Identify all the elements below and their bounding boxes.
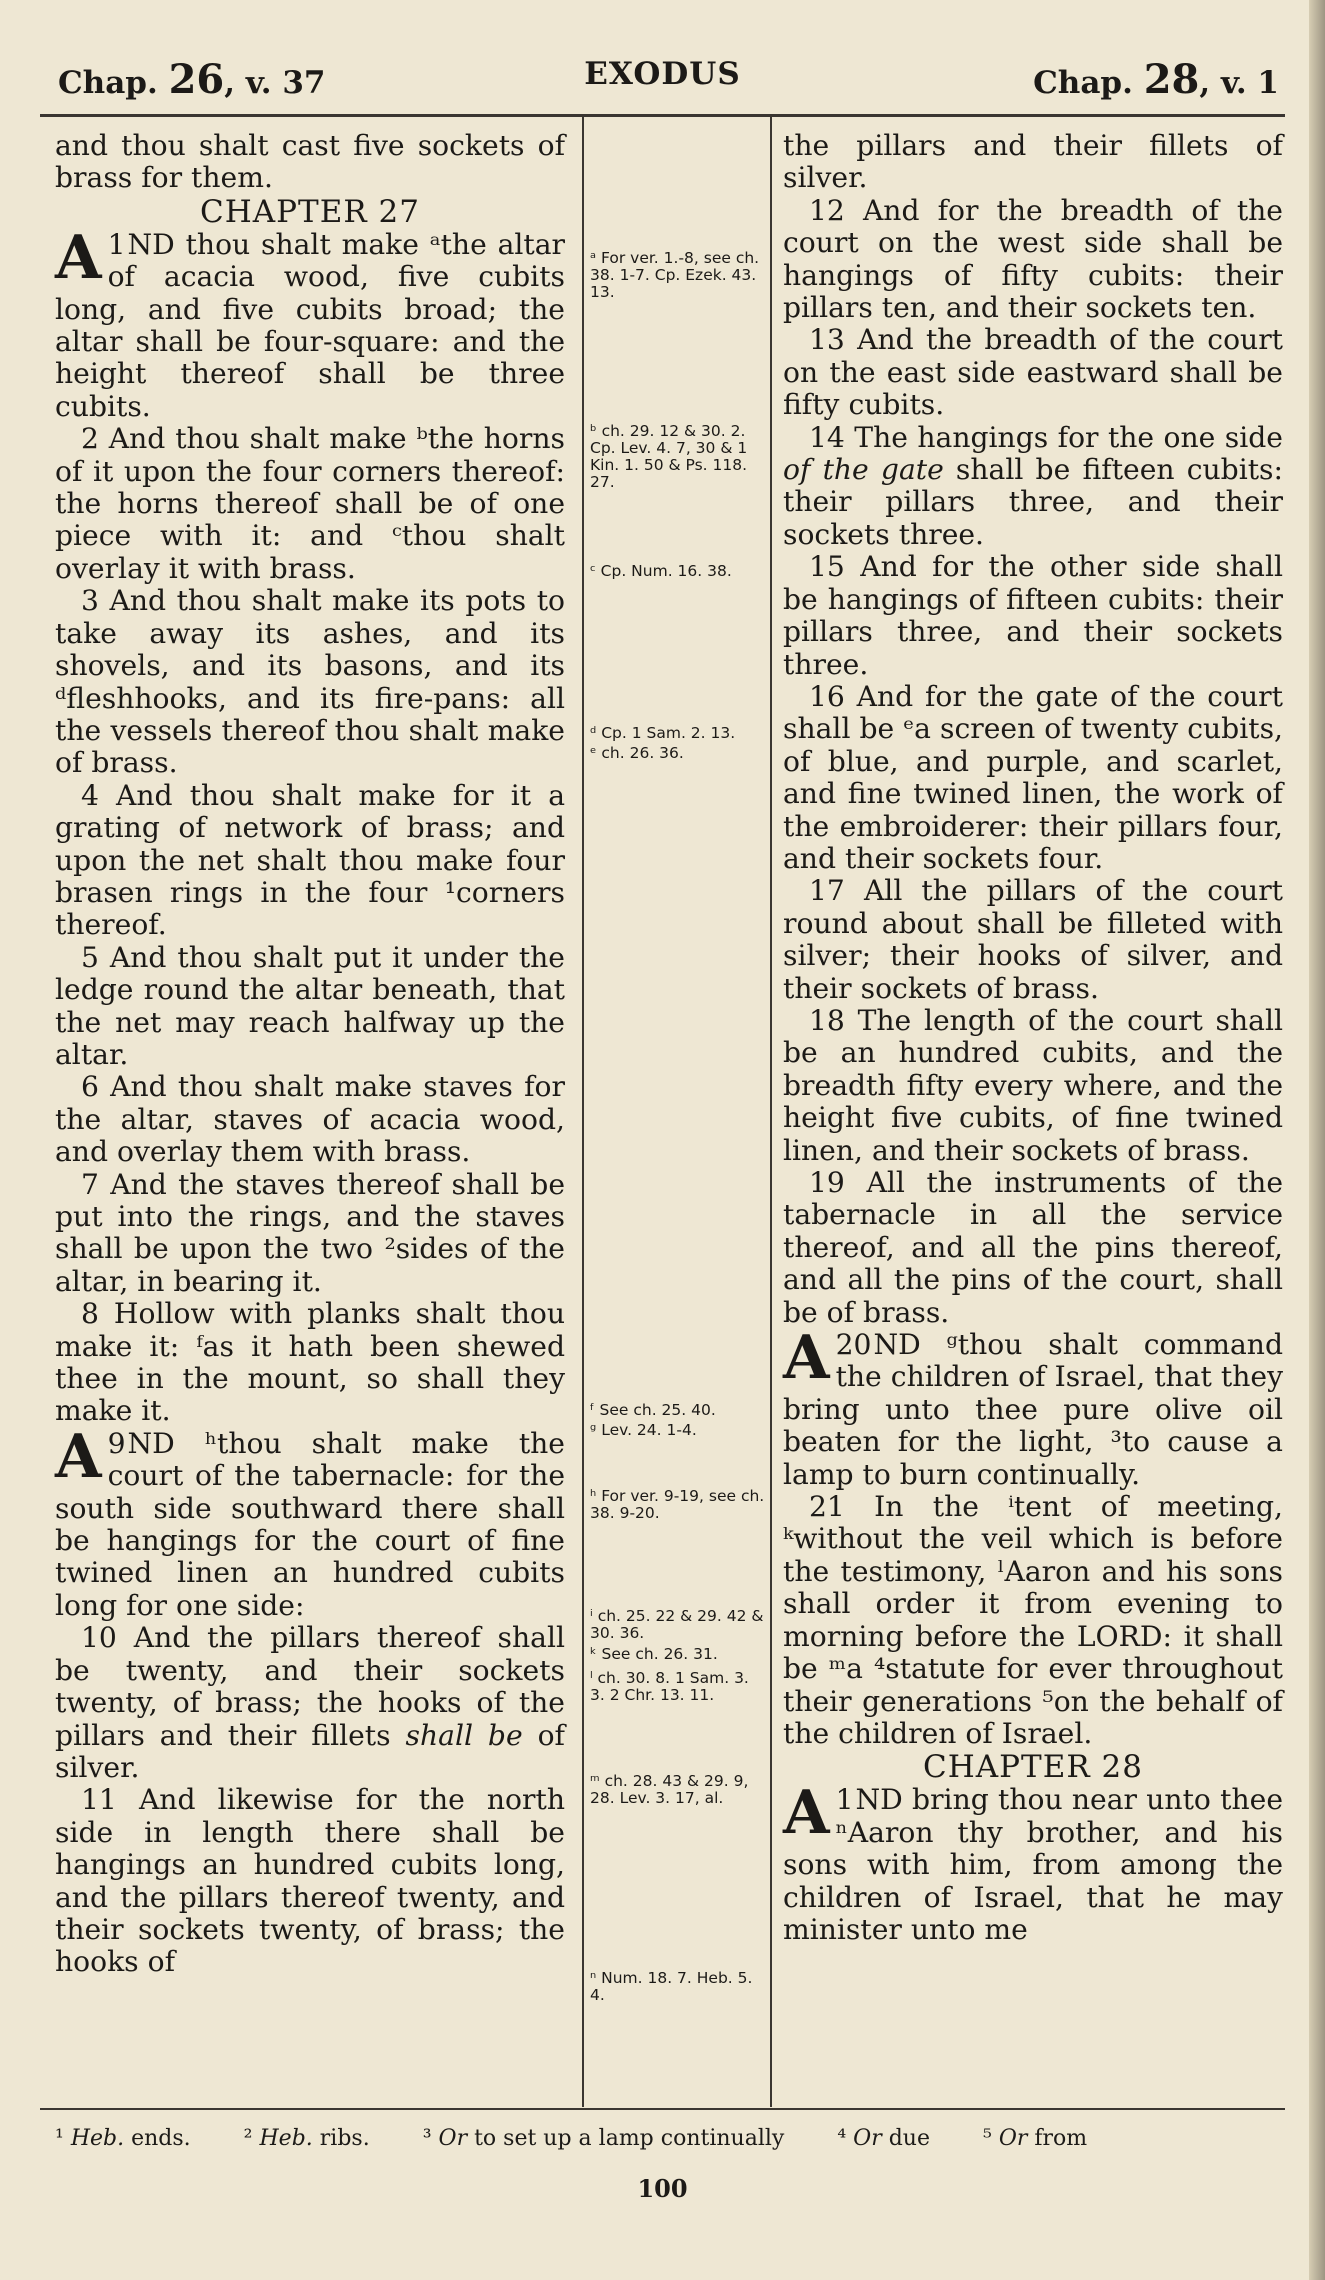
footnote-number: ⁵	[982, 2126, 992, 2151]
verse-number: 1	[835, 1783, 854, 1817]
footnote-abbrev: Or	[998, 2126, 1028, 2151]
footnotes	[55, 2126, 1285, 2151]
cross-reference: ᵍ Lev. 24. 1-4.	[590, 1421, 697, 1439]
verse-17: 17 All the pillars of the court round about shall be filleted with silver; their hooks of silver, and their sockets of brass.	[783, 874, 1283, 1005]
verse-15: 15 And for the other side shall be hangings of fifteen cubits: their pillars three, and their sockets three.	[783, 550, 1283, 681]
verse-text: ND bring thou near unto thee ⁿAaron thy brother, and his sons with him, from among the children of Israel, that he may minister unto me	[783, 1783, 1283, 1946]
footnote-abbrev: Or	[853, 2126, 882, 2151]
page-number: 100	[637, 2174, 688, 2203]
italic-text: shall be	[405, 1718, 523, 1752]
verse-text: 10 And the pillars thereof shall be twenty, and their sockets twenty, of brass; the hooks of the pillars and their fillets	[55, 1621, 565, 1752]
cross-reference: ⁿ Num. 18. 7. Heb. 5. 4.	[590, 1969, 753, 2004]
verse-5: 5 And thou shalt put it under the ledge round the altar beneath, that the net may reach halfway up the altar.	[55, 940, 565, 1071]
cross-reference-column	[590, 130, 768, 2130]
verse-text: shall be fifteen cubits: their pillars three, and their sockets three.	[783, 453, 1283, 551]
drop-cap: A	[783, 1778, 830, 1849]
header-right-verse: , v. 1	[1199, 65, 1279, 101]
footnote	[423, 2126, 785, 2151]
verse-21: 21 In the ⁱtent of meeting, ᵏwithout the veil which is before the testimony, ˡAaron and his sons shall order it from evening to morning before the LORD: it shall be ᵐa ⁴statute for ever throughout their generations ⁵on the behalf of the children of Israel.	[783, 1490, 1283, 1750]
verse-9	[55, 1421, 565, 1622]
footnote-number: ⁴	[837, 2126, 847, 2151]
verse-text: of silver.	[55, 1718, 565, 1784]
verse-16: 16 And for the gate of the court shall be ᵉa screen of twenty cubits, of blue, and purple, and scarlet, and fine twined linen, the work of the embroiderer: their pillars four, and their sockets four.	[783, 679, 1283, 875]
verse-20	[783, 1323, 1283, 1491]
verse-1	[55, 222, 565, 423]
header-left-chapter: 26	[168, 56, 225, 103]
verse-3: 3 And thou shalt make its pots to take away its ashes, and its shovels, and its basons, and its ᵈfleshhooks, and its fire-pans: all the vessels thereof thou shalt make of brass.	[55, 584, 565, 780]
cross-reference: ᵐ ch. 28. 43 & 29. 9, 28. Lev. 3. 17, al.	[590, 1772, 749, 1807]
verse-19: 19 All the instruments of the tabernacle in all the service thereof, and all the pins thereof, and all the pins of the court, shall be of brass.	[783, 1166, 1283, 1329]
verse-13: 13 And the breadth of the court on the east side eastward shall be fifty cubits.	[783, 323, 1283, 422]
verse-10	[55, 1622, 565, 1784]
drop-cap: A	[55, 1421, 102, 1492]
verse-14	[783, 422, 1283, 552]
verse-number: 1	[107, 227, 126, 261]
column-rule-left	[582, 117, 584, 2107]
verse-continuation: the pillars and their fillets of silver.	[783, 129, 1283, 195]
text-column-left	[55, 130, 565, 1979]
header-left-prefix: Chap.	[58, 65, 158, 101]
header-left-verse: , v. 37	[224, 65, 326, 101]
footnote	[983, 2126, 1087, 2151]
footnote	[55, 2126, 191, 2151]
footnote-text: to set up a lamp continually	[467, 2126, 785, 2151]
header-right-chapter: 28	[1143, 56, 1200, 103]
verse-4: 4 And thou shalt make for it a grating of network of brass; and upon the net shalt thou make four brasen rings in the four ¹corners thereof.	[55, 778, 565, 942]
cross-reference: ˡ ch. 30. 8. 1 Sam. 3. 3. 2 Chr. 13. 11.	[590, 1669, 749, 1704]
header-right	[1033, 56, 1279, 103]
footnote-number: ²	[243, 2126, 253, 2151]
verse-text: ND thou shalt make ᵃthe altar of acacia wood, five cubits long, and five cubits broad; the altar shall be four-square: and the height thereof shall be three cubits.	[55, 227, 565, 423]
footnote-text: due	[881, 2126, 930, 2151]
verse-8: 8 Hollow with planks shalt thou make it: ᶠas it hath been shewed thee in the mount, so shall they make it.	[55, 1297, 565, 1428]
text-column-right	[783, 130, 1283, 1946]
footnote-number: ³	[422, 2126, 432, 2151]
footnote-abbrev: Heb.	[259, 2126, 313, 2151]
book-title: EXODUS	[584, 56, 741, 92]
verse-7: 7 And the staves thereof shall be put into the rings, and the staves shall be upon the two ²sides of the altar, in bearing it.	[55, 1167, 565, 1298]
footnote-abbrev: Or	[438, 2126, 468, 2151]
verse-12: 12 And for the breadth of the court on the west side shall be hangings of fifty cubits: their pillars ten, and their sockets ten.	[783, 193, 1283, 325]
verse-text: ND ᵍthou shalt command the children of Israel, that they bring unto thee pure olive oil beaten for the light, ³to cause a lamp to burn continually.	[783, 1328, 1283, 1491]
chapter-28-verse-1	[783, 1778, 1283, 1946]
cross-reference: ⁱ ch. 25. 22 & 29. 42 & 30. 36.	[590, 1607, 764, 1642]
footnote-abbrev: Heb.	[70, 2126, 125, 2151]
cross-reference: ᵃ For ver. 1.-8, see ch. 38. 1-7. Cp. Ezek. 43. 13.	[590, 249, 760, 301]
footnote-number: ¹	[55, 2126, 64, 2151]
footnote	[244, 2126, 370, 2151]
column-rule-right	[770, 117, 772, 2107]
verse-text: 14 The hangings for the one side	[809, 420, 1283, 454]
footnote	[837, 2126, 930, 2151]
cross-reference: ᵈ Cp. 1 Sam. 2. 13.	[590, 724, 736, 742]
footnote-text: from	[1027, 2126, 1088, 2151]
chapter-heading-27: CHAPTER 27	[200, 193, 420, 230]
footnote-text: ribs.	[312, 2126, 370, 2151]
verse-2: 2 And thou shalt make ᵇthe horns of it upon the four corners thereof: the horns thereof shall be of one piece with it: and ᶜthou shalt overlay it with brass.	[55, 422, 565, 585]
verse-continuation: and thou shalt cast five sockets of brass for them.	[55, 129, 565, 195]
drop-cap: A	[783, 1323, 830, 1394]
chapter-heading-28: CHAPTER 28	[923, 1749, 1143, 1786]
verse-text: ND ʰthou shalt make the court of the tabernacle: for the south side southward there shall be hangings for the court of fine twined linen an hundred cubits long for one side:	[55, 1426, 565, 1622]
drop-cap: A	[55, 222, 102, 293]
footnote-text: ends.	[124, 2126, 191, 2151]
verse-11: 11 And likewise for the north side in length there shall be hangings an hundred cubits long, and the pillars thereof twenty, and their sockets twenty, of brass; the hooks of	[55, 1783, 565, 1979]
header-rule	[40, 114, 1285, 117]
verse-6: 6 And thou shalt make staves for the altar, staves of acacia wood, and overlay them with brass.	[55, 1070, 565, 1169]
page-edge-shadow	[1309, 0, 1325, 2280]
cross-reference: ᵇ ch. 29. 12 & 30. 2. Cp. Lev. 4. 7, 30 & 1 Kin. 1. 50 & Ps. 118. 27.	[590, 422, 748, 491]
verse-18: 18 The length of the court shall be an hundred cubits, and the breadth fifty every where, and the height five cubits, of fine twined linen, and their sockets of brass.	[783, 1003, 1283, 1167]
cross-reference: ᶠ See ch. 25. 40.	[590, 1401, 716, 1419]
verse-number: 9	[107, 1426, 126, 1460]
running-header	[0, 56, 1325, 106]
italic-text: of the gate	[783, 453, 944, 487]
cross-reference: ᵉ ch. 26. 36.	[590, 744, 684, 762]
header-right-prefix: Chap.	[1033, 65, 1133, 101]
cross-reference: ᵏ See ch. 26. 31.	[590, 1645, 718, 1663]
verse-number: 20	[835, 1328, 872, 1362]
cross-reference: ᶜ Cp. Num. 16. 38.	[590, 562, 732, 580]
cross-reference: ʰ For ver. 9-19, see ch. 38. 9-20.	[590, 1487, 765, 1522]
